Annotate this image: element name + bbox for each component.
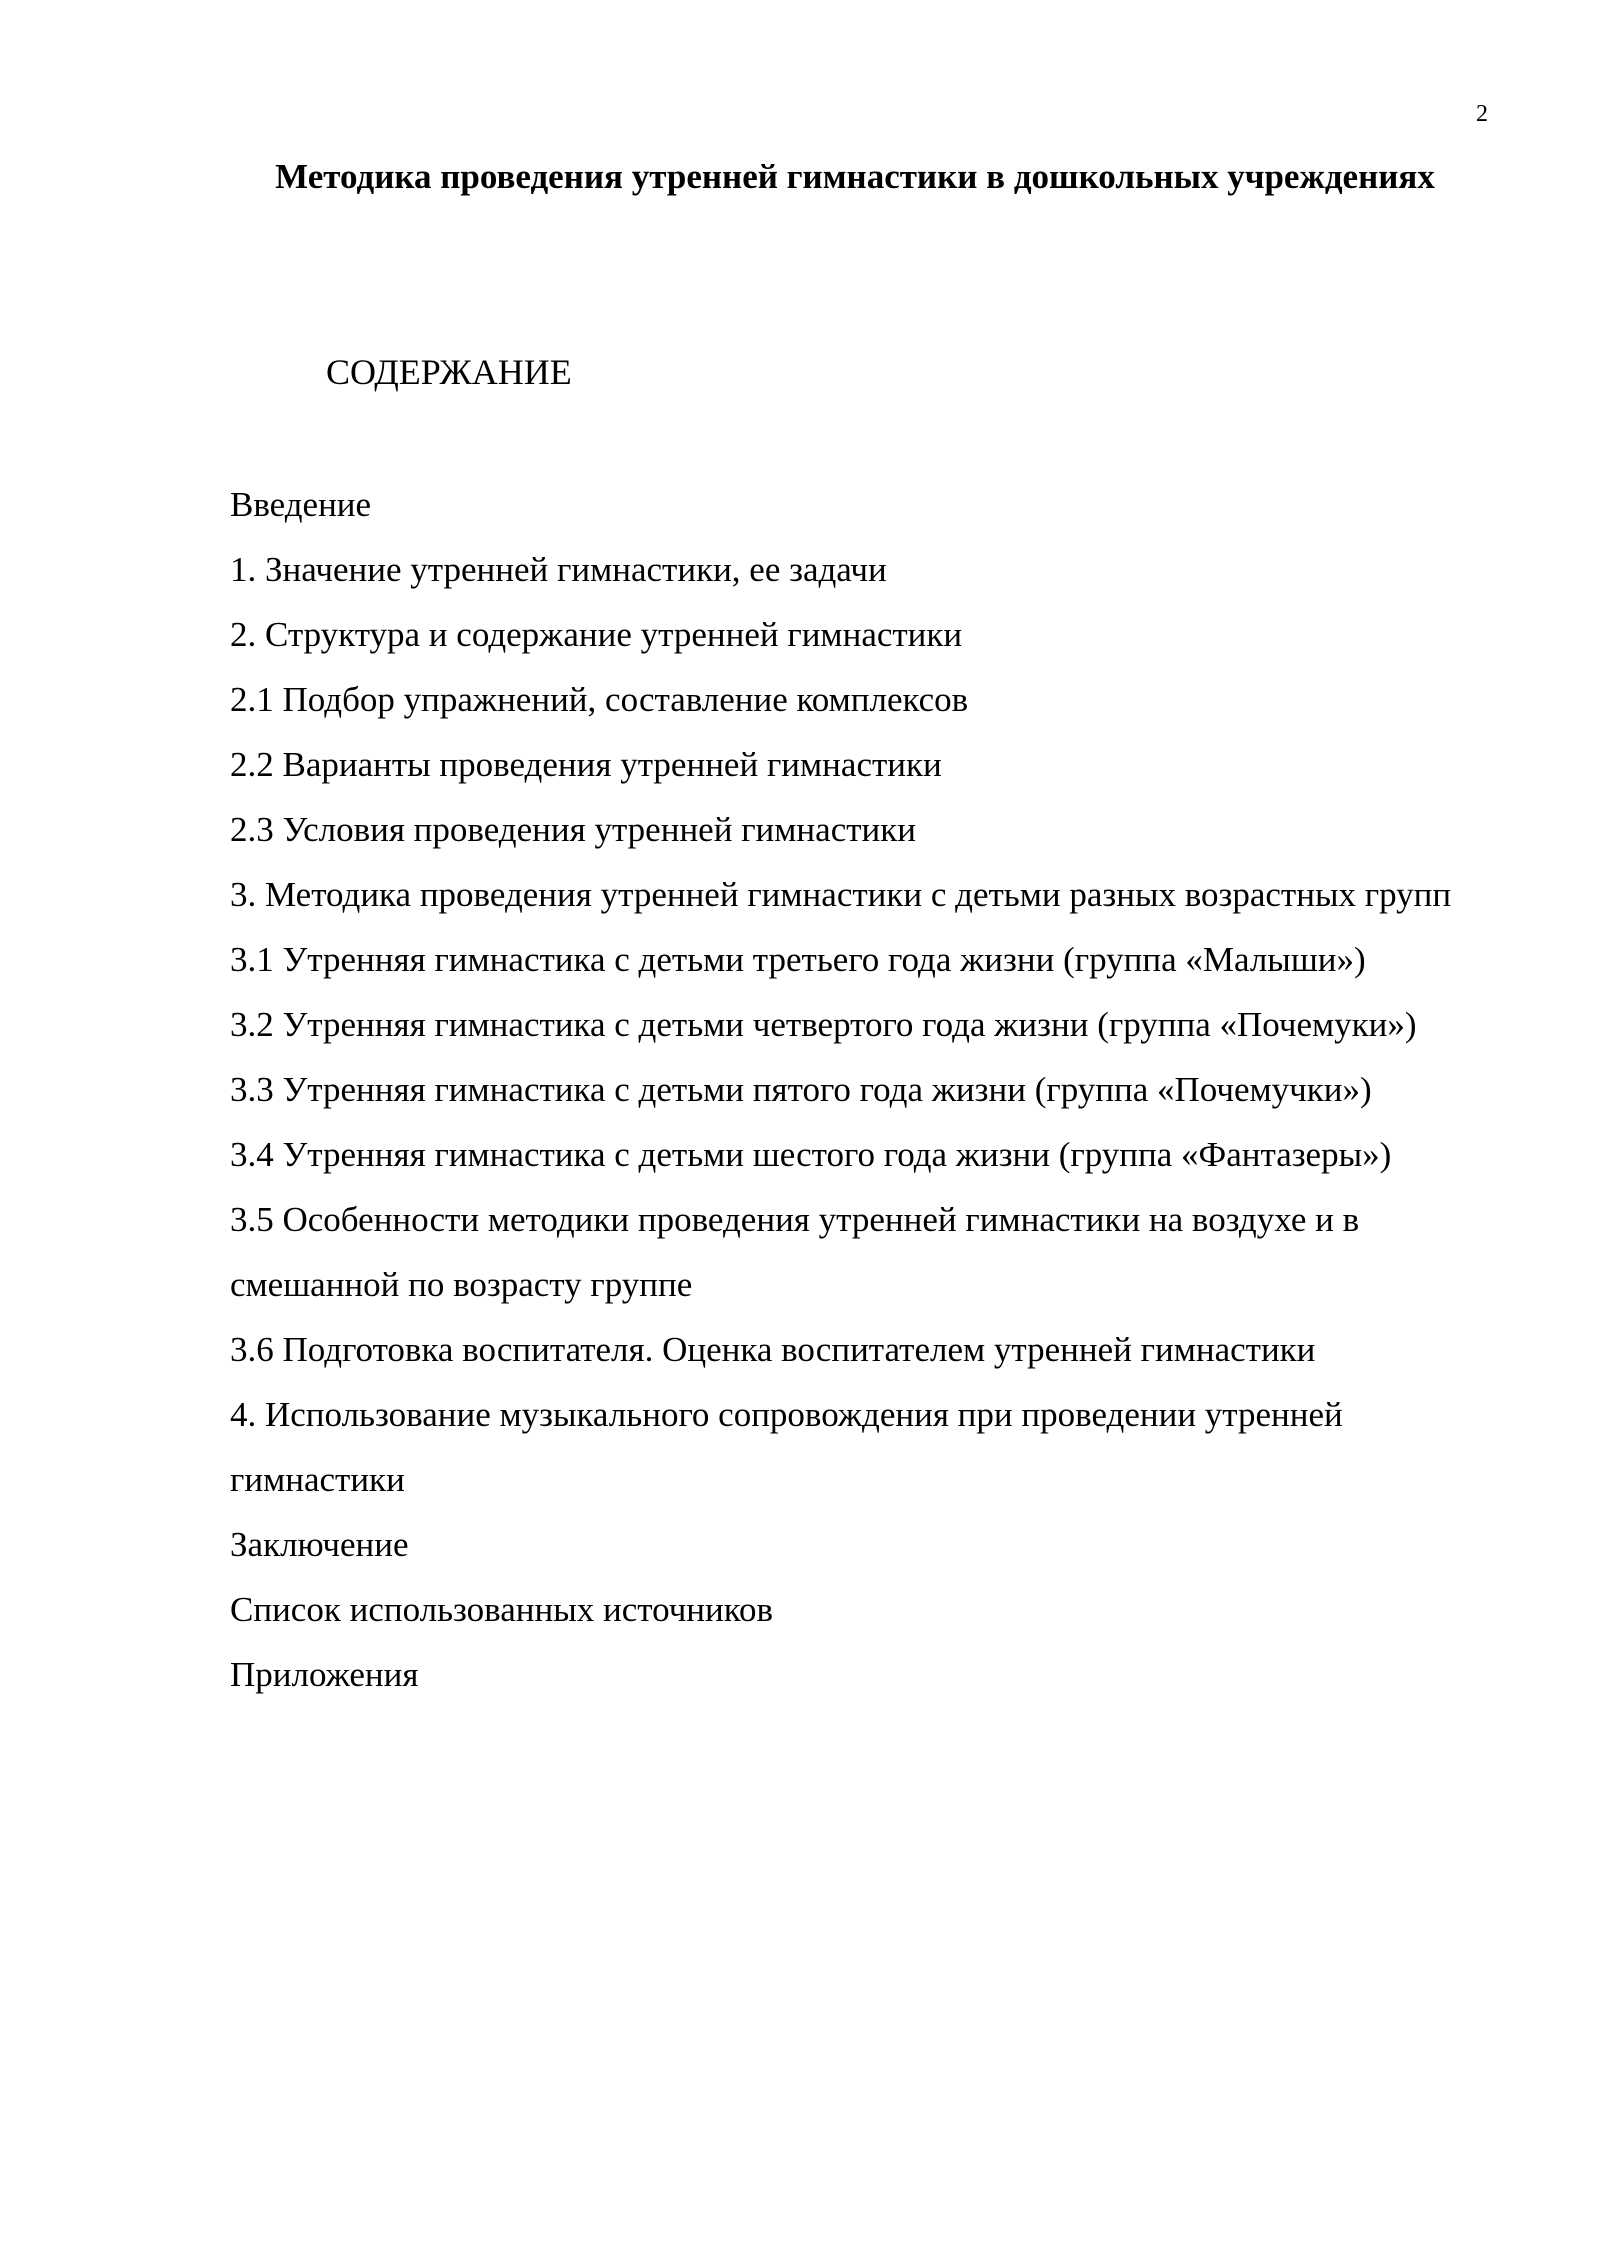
toc-item: 2. Структура и содержание утренней гимнастики <box>230 615 963 654</box>
toc-heading: СОДЕРЖАНИЕ <box>326 352 572 392</box>
toc-item: Заключение <box>230 1525 409 1564</box>
toc-item: 2.1 Подбор упражнений, составление комплексов <box>230 680 969 719</box>
toc-item: 2.2 Варианты проведения утренней гимнастики <box>230 745 942 784</box>
toc-item: Приложения <box>230 1655 419 1694</box>
page-number: 2 <box>1476 101 1488 127</box>
toc-item: 2.3 Условия проведения утренней гимнастики <box>230 810 916 849</box>
toc-item: 1. Значение утренней гимнастики, ее задачи <box>230 550 887 589</box>
toc-item: 3.5 Особенности методики проведения утренней гимнастики на воздухе и в смешанной по возрасту группе <box>230 1200 1360 1304</box>
table-of-contents <box>230 472 1490 1707</box>
toc-item: 3.4 Утренняя гимнастика с детьми шестого года жизни (группа «Фантазеры») <box>230 1135 1392 1174</box>
document-title: Методика проведения утренней гимнастики в дошкольных учреждениях <box>275 157 1435 196</box>
toc-item: Список использованных источников <box>230 1590 774 1629</box>
toc-item: Введение <box>230 485 372 524</box>
toc-item: 3.1 Утренняя гимнастика с детьми третьего года жизни (группа «Малыши») <box>230 940 1366 979</box>
toc-item: 4. Использование музыкального сопровождения при проведении утренней гимнастики <box>230 1395 1343 1499</box>
toc-item: 3.2 Утренняя гимнастика с детьми четвертого года жизни (группа «Почемуки») <box>230 1005 1417 1044</box>
toc-item: 3.3 Утренняя гимнастика с детьми пятого года жизни (группа «Почемучки») <box>230 1070 1372 1109</box>
toc-item: 3.6 Подготовка воспитателя. Оценка воспитателем утренней гимнастики <box>230 1330 1316 1369</box>
toc-item: 3. Методика проведения утренней гимнастики с детьми разных возрастных групп <box>230 875 1452 914</box>
